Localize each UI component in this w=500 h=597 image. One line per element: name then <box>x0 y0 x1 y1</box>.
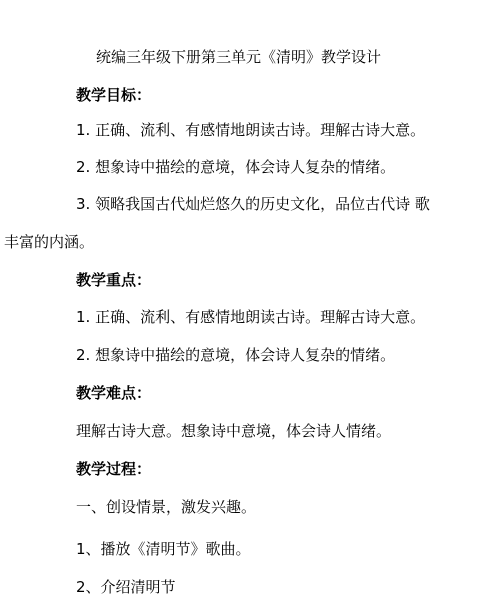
process-step-1-item-2: 2、介绍清明节 <box>76 578 176 596</box>
process-step-1: 一、创设情景，激发兴趣。 <box>76 498 257 516</box>
objective-item-1: 1. 正确、流利、有感情地朗读古诗。理解古诗大意。 <box>76 121 426 139</box>
difficulty-text: 理解古诗大意。想象诗中意境，体会诗人情绪。 <box>76 422 392 440</box>
key-point-item-1: 1. 正确、流利、有感情地朗读古诗。理解古诗大意。 <box>76 308 426 326</box>
section-heading-objectives: 教学目标： <box>76 86 152 104</box>
objective-item-3-line1: 3. 领略我国古代灿烂悠久的历史文化，品位古代诗 歌 <box>76 195 430 213</box>
section-heading-key-points: 教学重点： <box>76 271 152 289</box>
section-heading-process: 教学过程： <box>76 460 152 478</box>
document-title: 统编三年级下册第三单元《清明》教学设计 <box>96 48 382 66</box>
process-step-1-item-1: 1、播放《清明节》歌曲。 <box>76 540 251 558</box>
section-heading-difficulties: 教学难点： <box>76 384 152 402</box>
key-point-item-2: 2. 想象诗中描绘的意境，体会诗人复杂的情绪。 <box>76 346 396 364</box>
objective-item-3-line2: 丰富的内涵。 <box>4 233 95 251</box>
objective-item-2: 2. 想象诗中描绘的意境，体会诗人复杂的情绪。 <box>76 158 396 176</box>
